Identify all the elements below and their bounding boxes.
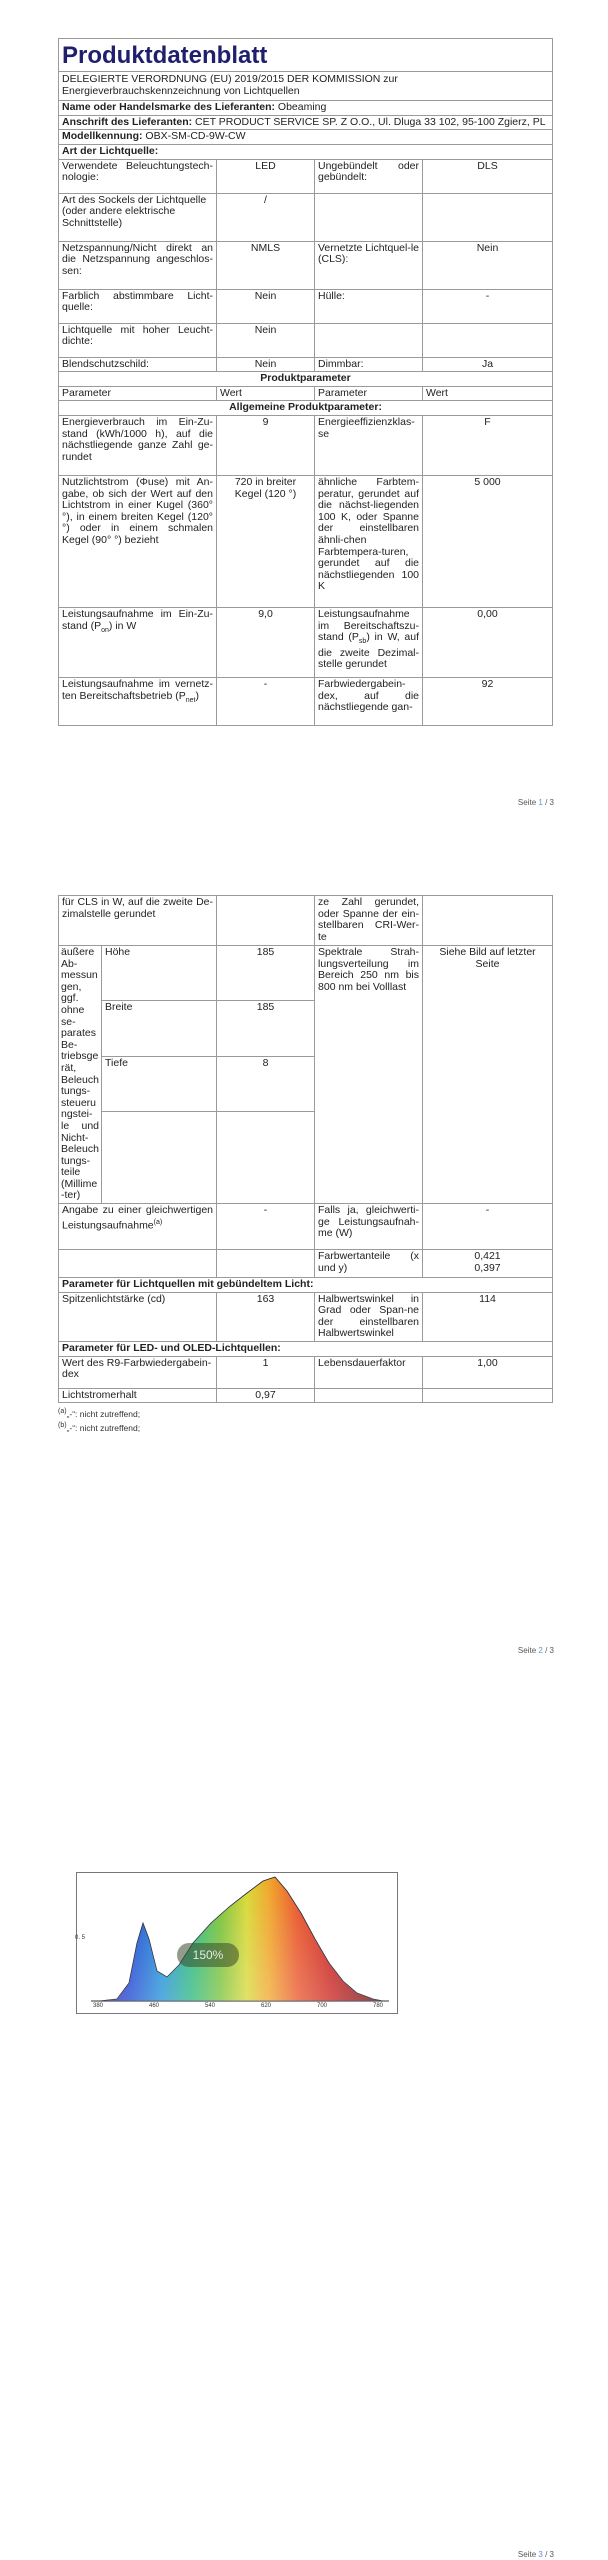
equivalent-power-w-value: - [423,1204,553,1250]
width-label: Breite [102,1001,217,1056]
networked-standby-label: Leistungsaufnahme im vernetz-ten Bereitschaftsbetrieb $(P_{net})$ [59,677,217,725]
empty-cell [315,323,423,357]
width-value: 185 [217,1001,315,1056]
empty-cell [217,1112,315,1204]
footnote-b: $^{(b)}$„-“: nicht zutreffend; [58,1422,141,1433]
survival-factor-label: Lebensdauerfaktor [315,1356,423,1388]
y-axis-label: 0. 5 [75,1935,86,1941]
lumen-maintenance-label: Lichtstromerhalt [59,1388,217,1403]
standby-power-label: Leistungsaufnahme im Bereitschaftszu-stand $(P_{sb})$ in W, auf die zweite Dezimal-stelle gerundet [315,607,423,677]
empty-cell [217,1250,315,1278]
high-luminance-label: Lichtquelle mit hoher Leucht-dichte: [59,323,217,357]
depth-value: 8 [217,1056,315,1111]
energy-class-label: Energieeffizienzklas-se [315,415,423,475]
antiglare-value: Nein [217,357,315,372]
empty-cell [217,896,315,946]
antiglare-label: Blendschutzschild: [59,357,217,372]
general-params-heading: Allgemeine Produktparameter: [59,401,553,416]
cri-label: Farbwiedergabein-dex, auf die nächstliegende gan- [315,677,423,725]
nondirected-label: Ungebündelt oder gebündelt: [315,159,423,193]
dimensions-label: äußere Ab-messungen, ggf. ohne se-parates Be-triebsgerät, Beleuchtungs-steuerungstei-le und Nicht-Beleuchtungs-teile (Millime-ter) [59,946,102,1204]
spectrum-graphic [77,1873,397,2013]
footnote-a: $^{(a)}$„-“: nicht zutreffend; [58,1408,141,1420]
tunable-value: Nein [217,289,315,323]
r9-label: Wert des R9-Farbwiedergabein-dex [59,1356,217,1388]
x-tick-label: 380 [93,2003,104,2009]
on-power-label: Leistungsaufnahme im Ein-Zu-stand $(P_{on})$ in W [59,607,217,677]
lightsource-type-heading: Art der Lichtquelle: [59,144,553,159]
x-tick-label: 700 [317,2003,328,2009]
value-header: Wert [423,386,553,401]
height-label: Höhe [102,946,217,1001]
connected-value: Nein [423,241,553,289]
tech-value: LED [217,159,315,193]
page-number: Seite 3 / 3 [517,2550,554,2559]
equivalent-power-value: - [217,1204,315,1250]
param-header: Parameter [59,386,217,401]
document-title: Produktdatenblatt [59,39,553,72]
socket-value: / [217,193,315,241]
value-header: Wert [217,386,315,401]
energy-label: Energieverbrauch im Ein-Zu-stand (kWh/1000 h), auf die nächstliegende ganze Zahl ge-rundet [59,415,217,475]
flux-value: 720 in breiter Kegel (120 °) [217,475,315,607]
page-number: Seite 2 / 3 [517,1646,554,1655]
peak-intensity-label: Spitzenlichtstärke (cd) [59,1292,217,1341]
param-header: Parameter [315,386,423,401]
beam-angle-value: 114 [423,1292,553,1341]
on-power-value: 9,0 [217,607,315,677]
page-3 [0,1700,608,2560]
energy-value: 9 [217,415,315,475]
empty-cell [423,896,553,946]
supplier-label: Name oder Handelsmarke des Lieferanten: [62,101,275,114]
x-tick-label: 540 [205,2003,216,2009]
dimmable-value: Ja [423,357,553,372]
empty-cell [423,193,553,241]
address-row [59,115,553,130]
dimmable-label: Dimmbar: [315,357,423,372]
address-label: Anschrift des Lieferanten: [62,115,193,128]
empty-cell [423,1388,553,1403]
chromaticity-value: 0,421 0,397 [423,1250,553,1278]
datasheet-table-2 [58,895,552,1434]
cri-value: 92 [423,677,553,725]
address-value: CET PRODUCT SERVICE SP. Z O.O., Ul. Dluga 33 102, 95-100 Zgierz, PL [195,115,546,128]
equivalent-power-label: Angabe zu einer gleichwertigen Leistungsaufnahme$^{(a)}$ [59,1204,217,1250]
tunable-label: Farblich abstimmbare Licht-quelle: [59,289,217,323]
badge-label: 150% [192,1948,224,1962]
chromaticity-label: Farbwertanteile (x und y) [315,1250,423,1278]
cct-label: ähnliche Farbtem-peratur, gerundet auf die nächst-liegenden 100 K, oder Spanne der einstellbaren ähnli-chen Farbtempera-turen, gerundet auf die nächstliegenden 100 K [315,475,423,607]
cri-label-cont: ze Zahl gerundet, oder Spanne der ein-stellbaren CRI-Wer-te [315,896,423,946]
model-value: OBX-SM-CD-9W-CW [145,130,246,143]
networked-standby-value: - [217,677,315,725]
model-label: Modellkennung: [62,130,143,143]
empty-cell [59,1250,217,1278]
page-2 [0,880,608,1700]
product-params-heading: Produktparameter [59,372,553,387]
page-1 [0,0,608,810]
envelope-value: - [423,289,553,323]
empty-cell [423,323,553,357]
socket-label: Art des Sockels der Lichtquelle (oder andere elektrische Schnittstelle) [59,193,217,241]
datasheet-table-1 [58,38,552,726]
high-luminance-value: Nein [217,323,315,357]
spectrum-value: Siehe Bild auf letzter Seite [423,946,553,1204]
energy-class-value: F [423,415,553,475]
mains-label: Netzspannung/Nicht direkt an die Netzspannung angeschlos-sen: [59,241,217,289]
survival-factor-value: 1,00 [423,1356,553,1388]
spectrum-label: Spektrale Strah-lungsverteilung im Bereich 250 nm bis 800 nm bei Volllast [315,946,423,1204]
spectrum-image [76,1872,398,2014]
cct-value: 5 000 [423,475,553,607]
empty-cell [315,1388,423,1403]
flux-label: Nutzlichtstrom (Φuse) mit An-gabe, ob sich der Wert auf den Lichtstrom in einer Kugel (360° °), in einem breiten Kegel (120° °) oder in einem schmalen Kegel (90° °) bezieht [59,475,217,607]
tech-label: Verwendete Beleuchtungstech-nologie: [59,159,217,193]
x-tick-label: 620 [261,2003,272,2009]
nondirected-value: DLS [423,159,553,193]
mains-value: NMLS [217,241,315,289]
regulation-text: DELEGIERTE VERORDNUNG (EU) 2019/2015 DER KOMMISSION zur Energieverbrauchskennzeichnung von Lichtquellen [59,72,553,101]
connected-label: Vernetzte Lichtquel-le (CLS): [315,241,423,289]
envelope-label: Hülle: [315,289,423,323]
equivalent-power-w-label: Falls ja, gleichwerti-ge Leistungsaufnah-me (W) [315,1204,423,1250]
lumen-maintenance-value: 0,97 [217,1388,315,1403]
standby-power-value: 0,00 [423,607,553,677]
x-tick-label: 460 [149,2003,160,2009]
led-params-heading: Parameter für LED- und OLED-Lichtquellen: [59,1342,553,1357]
empty-cell [315,193,423,241]
peak-intensity-value: 163 [217,1292,315,1341]
supplier-row [59,101,553,116]
supplier-value: Obeaming [277,101,327,114]
height-value: 185 [217,946,315,1001]
empty-cell [102,1112,217,1204]
page-number: Seite 1 / 3 [517,798,554,807]
beam-angle-label: Halbwertswinkel in Grad oder Span-ne der einstellbaren Halbwertswinkel [315,1292,423,1341]
model-row [59,130,553,145]
networked-standby-label-cont: für CLS in W, auf die zweite De-zimalstelle gerundet [59,896,217,946]
depth-label: Tiefe [102,1056,217,1111]
directional-params-heading: Parameter für Lichtquellen mit gebündeltem Licht: [59,1278,553,1293]
spectrum-sheen [99,1877,383,2001]
r9-value: 1 [217,1356,315,1388]
x-tick-label: 780 [373,2003,384,2009]
